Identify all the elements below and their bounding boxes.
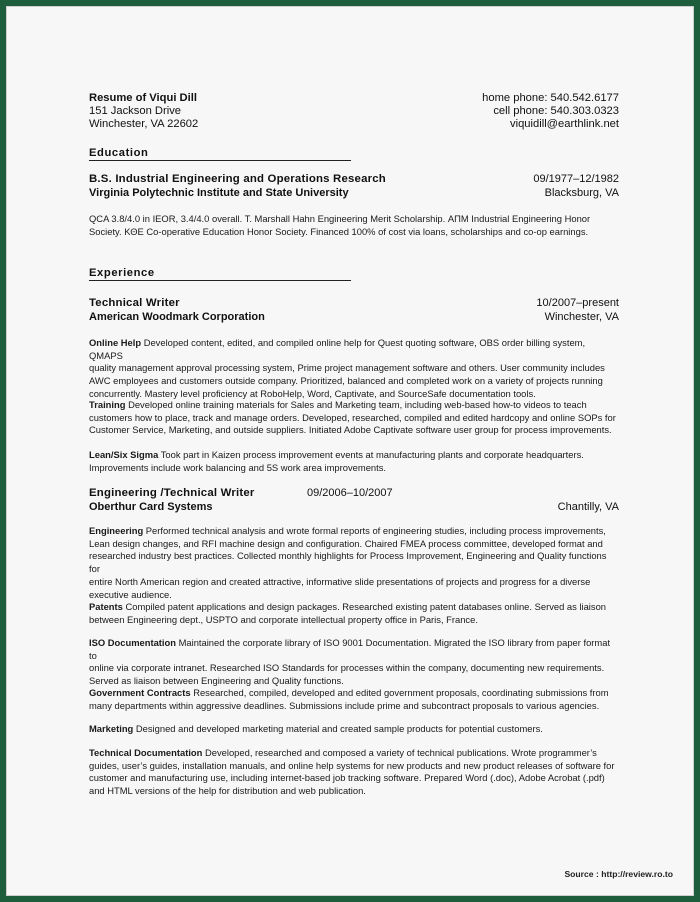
email-address: viquidill@earthlink.net [510, 118, 619, 130]
contact-right [482, 92, 619, 131]
address-line-2: Winchester, VA 22602 [89, 118, 199, 130]
document-frame [6, 6, 694, 896]
job1-title: Technical Writer [89, 297, 180, 309]
job1-dates: 10/2007–present [536, 297, 619, 309]
job2-item-iso-documentation [89, 637, 617, 688]
item-text: Designed and developed marketing material and created sample products for potential customers. [133, 723, 543, 734]
degree-title: B.S. Industrial Engineering and Operations Research [89, 173, 386, 185]
item-lead: ISO Documentation [89, 637, 176, 648]
resume-name: Resume of Viqui Dill [89, 92, 197, 104]
job2-item-patents [89, 601, 617, 626]
item-text: Maintained the corporate library of ISO 9001 Documentation. Migrated the ISO library from paper format to online via corporate intranet. Researched ISO Standards for processes within the company, documenting new requirements. Served as liaison between Engineering and Quality functions. [89, 637, 611, 687]
job1-location: Winchester, VA [544, 311, 619, 323]
item-lead: Technical Documentation [89, 747, 203, 758]
education-details: QCA 3.8/4.0 in IEOR, 3.4/4.0 overall. T. Marshall Hahn Engineering Merit Scholarship. ΑΠΜ Industrial Engineering Honor Society. ΚΘΕ Co-operative Education Honor Society. Financed 100% of cost via loans, scholarships and co-op earnings. [89, 213, 591, 237]
item-text: Researched, compiled, developed and edited government proposals, coordinating submissions from many departments within aggressive deadlines. Submissions include prime and subcontract proposals to various agencies. [89, 687, 609, 711]
home-phone: home phone: 540.542.6177 [482, 92, 619, 104]
item-lead: Marketing [89, 723, 134, 734]
item-text: Took part in Kaizen process improvement events at manufacturing plants and corporate headquarters. Improvements include work balancing and 5S work area improvements. [89, 449, 584, 473]
school-location: Blacksburg, VA [544, 187, 619, 199]
item-text: Developed online training materials for Sales and Marketing team, including web-based how-to videos to teach customers how to place, track and manage orders. Developed, researched, compiled and edited hardcopy and online SOPs for Customer Service, Marketing, and outside suppliers. Initiated Adobe Captivate software user group for process improvements. [89, 399, 616, 436]
job2-item-engineering [89, 525, 617, 601]
item-text: Compiled patent applications and design packages. Researched existing patent databases online. Served as liaison between Engineering dept., USPTO and corporate intellectual property office in Paris, France. [89, 601, 606, 625]
address-line-1: 151 Jackson Drive [89, 105, 182, 117]
job2-dates: 09/2006–10/2007 [307, 487, 393, 499]
contact-left [89, 92, 198, 131]
job2-item-technical-documentation [89, 747, 617, 798]
experience-heading: Experience [89, 267, 351, 281]
job1-item-online-help [89, 337, 617, 401]
item-lead: Patents [89, 601, 123, 612]
resume-page [7, 7, 693, 895]
education-dates: 09/1977–12/1982 [533, 173, 619, 185]
job1-item-training [89, 399, 617, 437]
item-lead: Online Help [89, 337, 142, 348]
item-text: Developed, researched and composed a variety of technical publications. Wrote programmer’s guides, user’s guides, installation manuals, and online help systems for new products and new product releases of software for customer and manufacturing use, including internet-based job tracking software. Prepared Word (.doc), Adobe Acrobat (.pdf) and HTML versions of the help for distribution and web publication. [89, 747, 615, 797]
job2-item-government-contracts [89, 687, 617, 712]
item-lead: Engineering [89, 525, 144, 536]
item-lead: Training [89, 399, 126, 410]
source-credit: Source : http://review.ro.to [564, 869, 673, 879]
job2-item-marketing [89, 723, 617, 736]
item-text: Developed content, edited, and compiled online help for Quest quoting software, OBS order billing system, QMAPS quality management approval processing system, Prime project management software and others. User community includes AWC employees and customers outside company. Prioritized, balanced and completed work on a variety of projects running concurrently. Mastery level proficiency at RoboHelp, Word, Captivate, and SourceSafe documentation tools. [89, 337, 605, 399]
job1-item-lean-six-sigma [89, 449, 617, 474]
cell-phone: cell phone: 540.303.0323 [493, 105, 619, 117]
education-heading: Education [89, 147, 351, 161]
item-lead: Lean/Six Sigma [89, 449, 159, 460]
job2-location: Chantilly, VA [557, 501, 619, 513]
job1-company: American Woodmark Corporation [89, 311, 265, 323]
job2-company: Oberthur Card Systems [89, 501, 213, 513]
item-text: Performed technical analysis and wrote formal reports of engineering studies, including process improvements, Lean design changes, and RFI machine design and configuration. Chaired FMEA process committee, developed format and researched industry best practices. Collected monthly highlights for Process Improvement, Engineering and Quality functions for entire North American region and created attractive, informative slide presentations of projects and progress for a diverse executive audience. [89, 525, 607, 600]
school-name: Virginia Polytechnic Institute and State University [89, 187, 349, 199]
job2-title: Engineering /Technical Writer [89, 487, 255, 499]
item-lead: Government Contracts [89, 687, 191, 698]
